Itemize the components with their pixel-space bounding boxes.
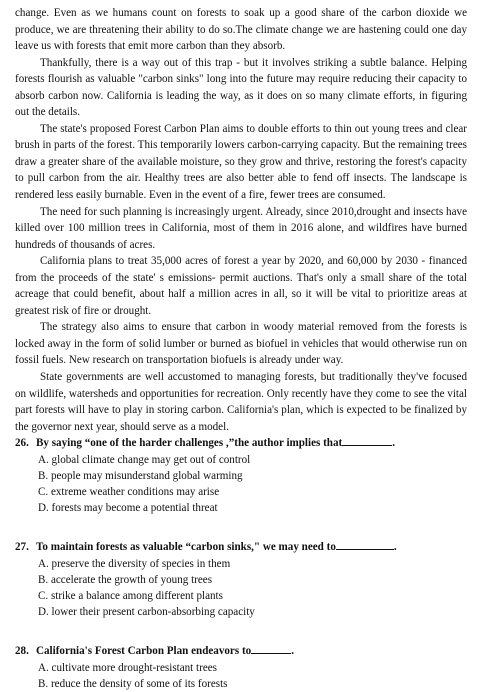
question-end: . bbox=[393, 541, 397, 554]
question-text bbox=[36, 539, 397, 556]
answer-option: C. extreme weather conditions may arise bbox=[38, 485, 220, 498]
answer-blank bbox=[251, 643, 291, 654]
passage-paragraph: The strategy also aims to ensure that carbon in woody material removed from the forests is locked away in the form of solid lumber or burned as biofuel in vehicles that would otherwise run on fossil fuels. New research on transportation biofuels is already under way. bbox=[15, 321, 467, 367]
passage-paragraph: Thankfully, there is a way out of this trap - but it involves striking a subtle balance. Helping forests flourish as valuable "carbon sinks" long into the future may require reducing their capacity to absorb carbon now. California is leading the way, as it does on so many climate efforts, in figuring out the details. bbox=[15, 56, 467, 119]
answer-option: A. global climate change may get out of control bbox=[38, 453, 251, 466]
answer-option: D. forests may become a potential threat bbox=[38, 502, 218, 515]
answer-option: D. lower their present carbon-absorbing capacity bbox=[38, 605, 255, 618]
passage-paragraph: California plans to treat 35,000 acres of forest a year by 2020, and 60,000 by 2030 - financed from the proceeds of the state' s emissions- permit auctions. That's only a small share of the total acreage that could benefit, about half a million acres in all, so it will be vital to prioritize areas at greatest risk of fire or drought. bbox=[15, 255, 467, 317]
question-27 bbox=[15, 539, 467, 620]
answer-option: C. strike a balance among different plants bbox=[38, 589, 223, 602]
question-number: 27. bbox=[15, 541, 29, 554]
question-stem bbox=[15, 643, 467, 660]
answer-options bbox=[15, 452, 467, 516]
question-prompt: To maintain forests as valuable “carbon sinks," we may need to bbox=[36, 541, 336, 554]
answer-option: B. accelerate the growth of young trees bbox=[38, 573, 213, 586]
question-stem bbox=[15, 435, 467, 452]
reading-passage bbox=[15, 5, 467, 435]
question-number: 26. bbox=[15, 437, 29, 450]
answer-option: A. preserve the diversity of species in them bbox=[38, 557, 231, 570]
passage-paragraph: The state's proposed Forest Carbon Plan aims to double efforts to thin out young trees and clear brush in parts of the forest. This temporarily lowers carbon-carrying capacity. But the remaining trees draw a greater share of the available moisture, so they grow and thrive, restoring the forest's capacity to pull carbon from the air. Healthy trees are also better able to fend off insects. The landscape is rendered less easily burnable. Even in the event of a fire, fewer trees are consumed. bbox=[15, 122, 467, 202]
question-26 bbox=[15, 435, 467, 516]
question-text bbox=[36, 435, 395, 452]
question-prompt: By saying “one of the harder challenges ,”the author implies that bbox=[36, 437, 343, 450]
question-stem bbox=[15, 539, 467, 556]
answer-options bbox=[15, 660, 467, 692]
question-28 bbox=[15, 643, 467, 692]
question-prompt: California's Forest Carbon Plan endeavors to bbox=[36, 645, 252, 658]
answer-blank bbox=[336, 539, 394, 550]
passage-paragraph: change. Even as we humans count on forests to soak up a good share of the carbon dioxide we produce, we are threatening their ability to do so.The climate change we are hastening could one day leave us with forests that emit more carbon than they absorb. bbox=[15, 7, 467, 53]
answer-options bbox=[15, 556, 467, 620]
answer-option: A. cultivate more drought-resistant trees bbox=[38, 661, 217, 674]
answer-blank bbox=[342, 435, 392, 446]
answer-option: B. reduce the density of some of its forests bbox=[38, 677, 228, 690]
answer-option: B. people may misunderstand global warming bbox=[38, 469, 243, 482]
question-text bbox=[36, 643, 294, 660]
question-end: . bbox=[392, 437, 395, 450]
passage-paragraph: The need for such planning is increasingly urgent. Already, since 2010,drought and insects have killed over 100 million trees in California, most of them in 2016 alone, and wildfires have burned hundreds of thousands of acres. bbox=[15, 205, 467, 251]
passage-paragraph: State governments are well accustomed to managing forests, but traditionally they've focused on wildlife, watersheds and opportunities for recreation. Only recently have they come to see the vital part forests will have to play in storing carbon. California's plan, which is expected to be finalized by the governor next year, should serve as a model. bbox=[15, 371, 467, 433]
question-end: . bbox=[291, 645, 294, 658]
question-number: 28. bbox=[15, 645, 29, 658]
